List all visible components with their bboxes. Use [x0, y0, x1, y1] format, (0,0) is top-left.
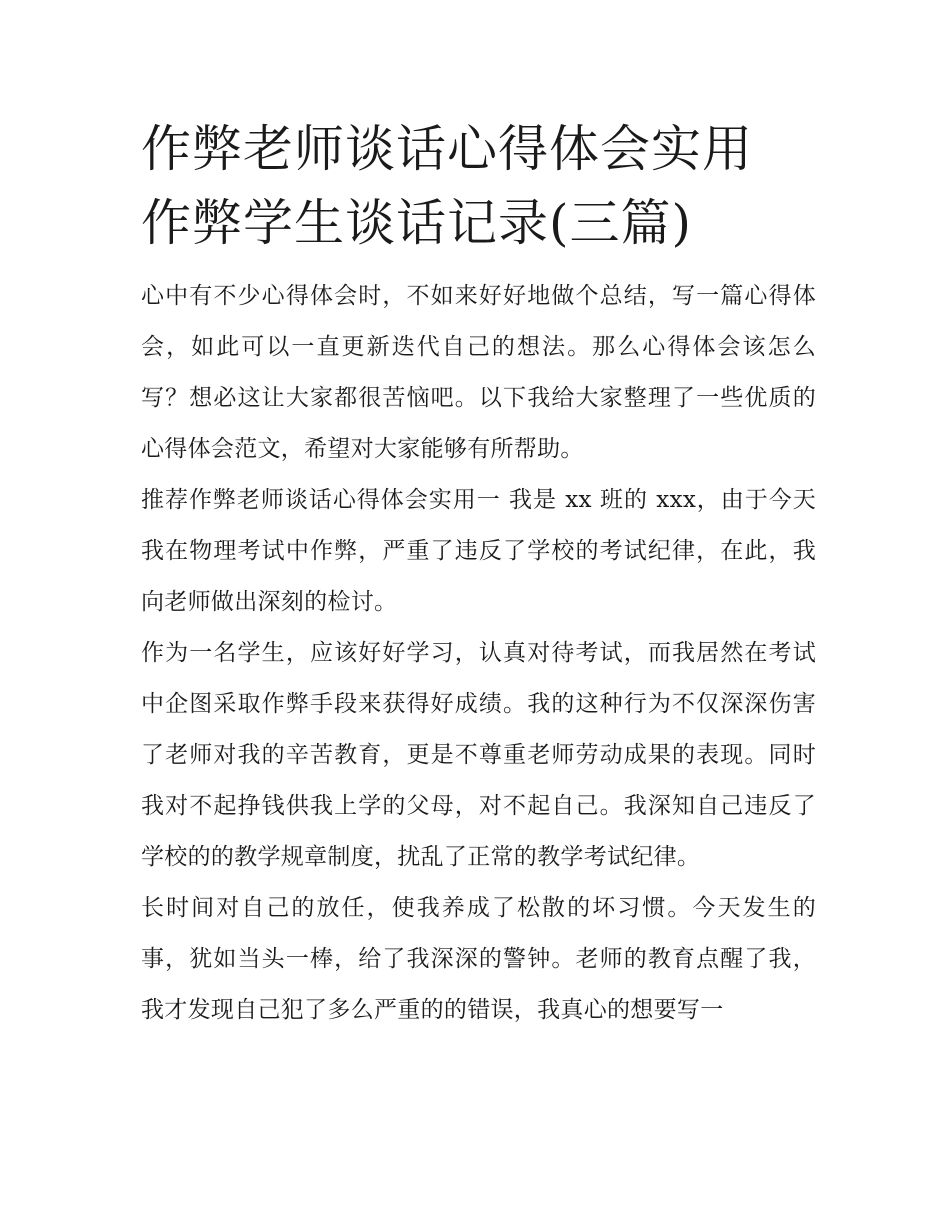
document-body [141, 271, 816, 1036]
document-content [141, 112, 816, 1036]
paragraph-intro: 心中有不少心得体会时，不如来好好地做个总结，写一篇心得体会，如此可以一直更新迭代自己的想法。那么心得体会该怎么写？想必这让大家都很苦恼吧。以下我给大家整理了一些优质的心得体会范文，希望对大家能够有所帮助。 [141, 283, 816, 462]
paragraph-reflection: 作为一名学生，应该好好学习，认真对待考试，而我居然在考试中企图采取作弊手段来获得好成绩。我的这种行为不仅深深伤害了老师对我的辛苦教育，更是不尊重老师劳动成果的表现。同时我对不起挣钱供我上学的父母，对不起自己。我深知自己违反了学校的的教学规章制度，扰乱了正常的教学考试纪律。 [141, 640, 816, 870]
paragraph-confession: 推荐作弊老师谈话心得体会实用一 我是 xx 班的 xxx，由于今天我在物理考试中作弊，严重了违反了学校的考试纪律，在此，我向老师做出深刻的检讨。 [141, 487, 816, 615]
paragraph-habits: 长时间对自己的放任，使我养成了松散的坏习惯。今天发生的事，犹如当头一棒，给了我深深的警钟。老师的教育点醒了我，我才发现自己犯了多么严重的的错误，我真心的想要写一 [141, 895, 816, 1023]
document-title: 作弊老师谈话心得体会实用 作弊学生谈话记录(三篇) [141, 120, 753, 252]
